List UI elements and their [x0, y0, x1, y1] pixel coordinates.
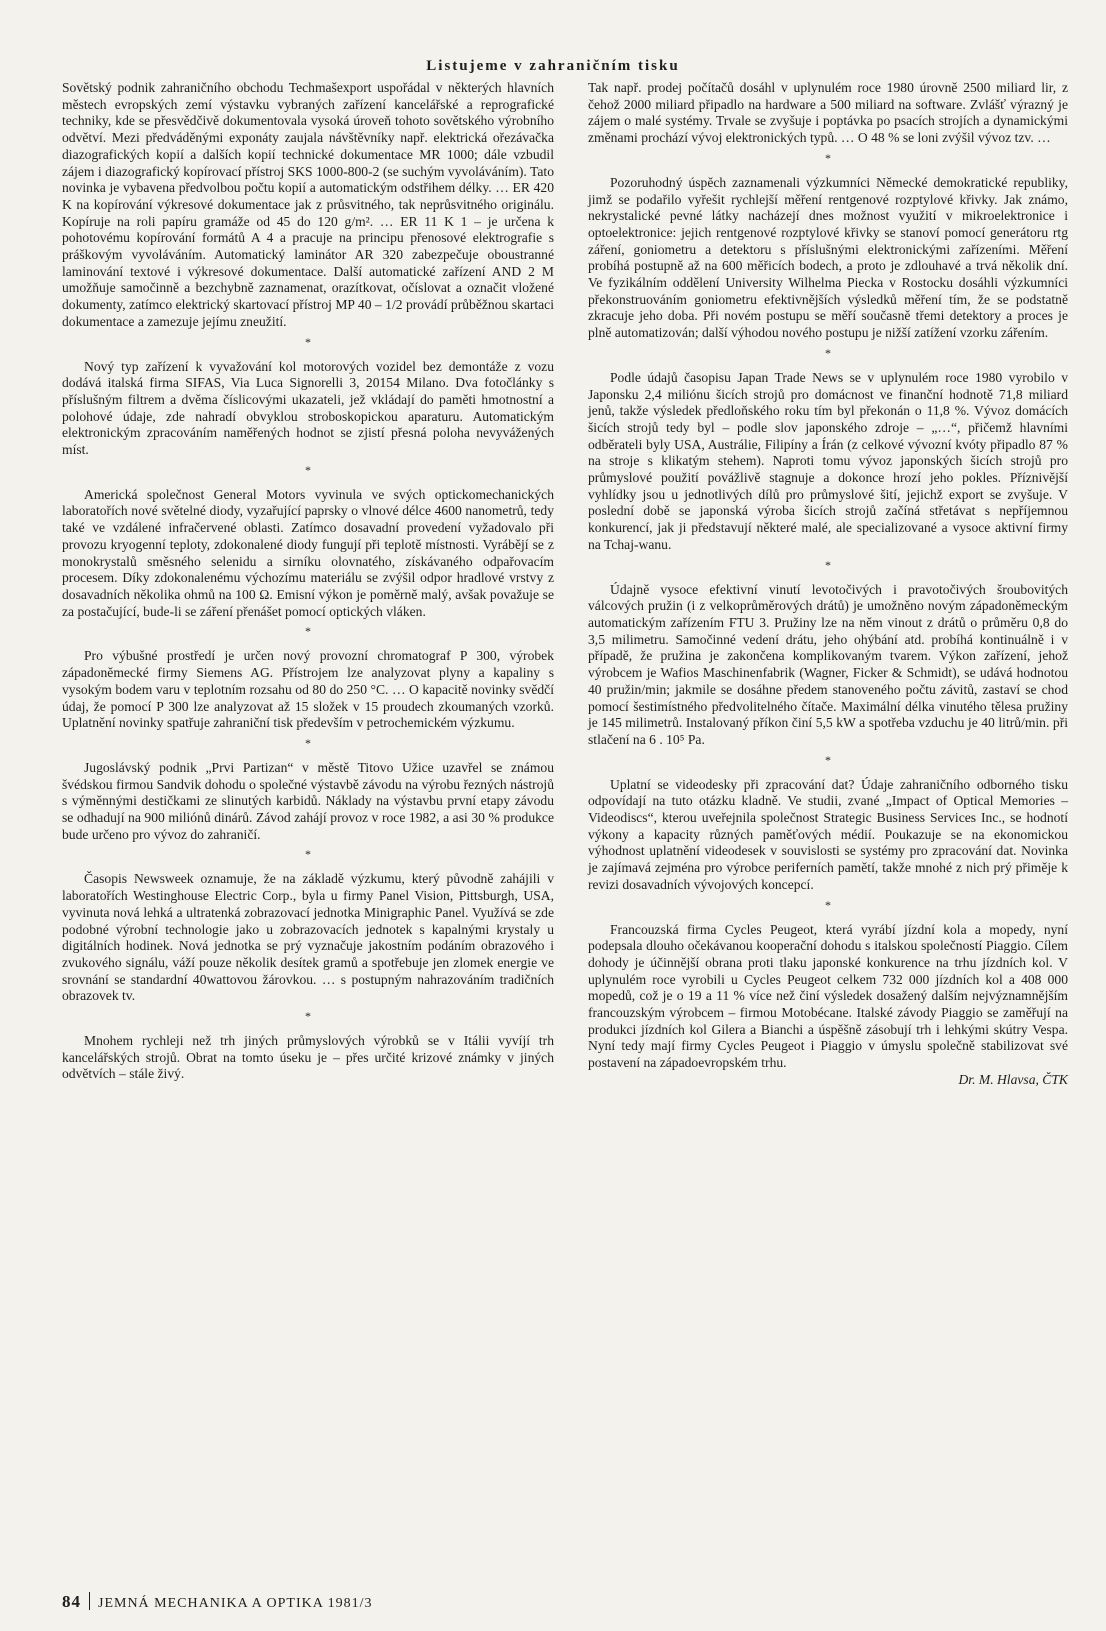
separator-star: * [305, 462, 311, 477]
article-paragraph: Mnohem rychleji než trh jiných průmyslových výrobků se v Itálii vyvíjí trh kancelářských strojů. Obrat na tomto úseku je – přes určité krizové známky v jiných odvětvích – stále živý. [62, 1033, 554, 1082]
page-number: 84 [62, 1592, 81, 1611]
separator-star: * [305, 1009, 311, 1024]
article-paragraph: Francouzská firma Cycles Peugeot, která vyrábí jízdní kola a mopedy, nyní podepsala dlouho očekávanou kooperační dohodu s italskou společností Piaggio. Cílem dohody je účinnější obrana proti tlaku japonské konkurence na trhu jízdních kol. V uplynulém roce vyrobili u Cycles Peugeot celkem 732 000 jízdních kol a 408 000 mopedů, což je o 19 a 11 % více než činí výsledek dosažený dalším nejvýznamnějším francouzským výrobcem – firmou Motobécane. Italské závody Piaggio se zaměřují na produkci jízdních kol Gilera a Bianchi a úspěšně zásobují trh i lehkými skútry Vespa. Nyní tedy mají firmy Cycles Peugeot i Piaggio v úmyslu společně stabilizovat své postavení na západoevropském trhu. [588, 921, 1068, 1071]
separator-star: * [825, 345, 831, 360]
separator-star: * [305, 735, 311, 750]
article-paragraph: Tak např. prodej počítačů dosáhl v uplynulém roce 1980 úrovně 2500 miliard lir, z čehož 2000 miliard připadlo na hardware a 500 miliard na software. Zvlášť výrazný je zájem o malé systémy. Trvale se zvyšuje i poptávka po psacích strojích a dynamickými změnami prochází vývoj elektronických typů. … O 48 % se loni zvýšil vývoz tzv. … [588, 80, 1068, 146]
article-paragraph: Podle údajů časopisu Japan Trade News se v uplynulém roce 1980 vyrobilo v Japonsku 2,4 miliónu šicích strojů pro domácnost ve finanční hodnotě 71,8 miliard jenů, takže výsledek předloňského roku tím byl překonán o 11,8 %. Vývoz domácích šicích strojů tedy byl – podle slov japonského zdroje – „…“, přičemž hlavními odběrateli byly USA, Austrálie, Filipíny a Írán (z celkové vývozní kvóty připadlo 87 % na stroje s klikatým stehem). Naproti tomu vývoz japonských šicích strojů pro průmyslové použití povážlivě stagnuje a dokonce hrozí jeho pokles. Příznivější vyhlídky jsou u jednotlivých dílů pro průmyslové šití, jejichž export se zvyšuje. V poslední době se japonská výroba šicích strojů začíná střetávat s nepříjemnou konkurencí, jak ji představují některé malé, ale specializované a vysoce aktivní firmy na Tchaj-wanu. [588, 369, 1068, 552]
article-paragraph: Časopis Newsweek oznamuje, že na základě výzkumu, který původně zahájili v laboratořích Westinghouse Electric Corp., byla u firmy Panel Vision, Pittsburgh, USA, vyvinuta nová lehká a ultratenká zobrazovací jednotka Minigraphic Panel. Využívá se zde podobné výrobní technologie jako u zobrazovacích jednotek s kapalnými krystaly u digitálních hodinek. Nová jednotka se prý vyznačuje jakostním podáním obrazového i zvukového signálu, váží pouze několik desítek gramů a spotřebuje jen zlomek energie ve srovnání se standardní 40wattovou žárovkou. … s postupným nahrazováním tradičních obrazovek tv. [62, 871, 554, 1004]
section-header: Listujeme v zahraničním tisku [426, 58, 680, 74]
separator-star: * [305, 847, 311, 862]
separator-star: * [825, 150, 831, 165]
article-paragraph: Uplatní se videodesky při zpracování dat? Údaje zahraničního odborného tisku odpovídají na tuto otázku kladně. Ve studii, zvané „Impact of Optical Memories – Videodiscs“, kterou uveřejnila společnost Strategic Business Services Inc., se hodnotí výkony a kapacity různých paměťových médií. Poukazuje se na ekonomickou výhodnost uplatnění videodesek v souvislosti se systémy pro zpracování dat. Novinka je zajímavá zejména pro výrobce periferních pamětí, takže mnohé z nich prý přiměje k revizi dosavadních vývojových koncepcí. [588, 776, 1068, 892]
article-paragraph: Pozoruhodný úspěch zaznamenali výzkumníci Německé demokratické republiky, jimž se podařilo vyřešit rychlejší měření rentgenové rozptylové křivky. Jak známo, nekrystalické pevné látky nacházejí dnes možnost využití v mikroelektronice i optoelektronice: jejich rentgenové rozptylové křivky se stanoví pomocí generátoru rtg záření, goniometru a detektoru s příslušnými elektronickými zařízeními. Měření probíhá postupně až na 600 měřicích bodech, a proto je zdlouhavé a trvá několik dní. Ve fyzikálním oddělení University Wilhelma Piecka v Rostocku dosáhli výzkumníci překonstruováním goniometru efektivnějších výsledků měření tím, že se podstatně zkracuje jeho doba. Při novém postupu se měří současně třemi detektory a proces je plně automatizován; další výhodou nového postupu je nižší zatížení vzorku zářením. [588, 174, 1068, 341]
article-paragraph: Americká společnost General Motors vyvinula ve svých optickomechanických laboratořích nové světelné diody, vyzařující paprsky o vlnové délce 4600 nanometrů, tedy také ve vzdálené infračervené oblasti. Zatímco dosavadní provedení vyžadovalo při provozu kryogenní teploty, zdokonalené diody fungují při teplotě místnosti. Vyrábějí se z monokrystalů směsného selenidu a sirníku olovnatého, získávaného odpařovacím procesem. Díky zdokonalenému výchozímu materiálu se zvýšil odpor hradlové vrstvy z dosavadních několika ohmů na 100 Ω. Emisní výkon je poměrně malý, avšak považuje se za postačující, bude-li se záření přenášet pomocí optických vláken. [62, 486, 554, 619]
left-column [62, 80, 554, 1083]
article-paragraph: Sovětský podnik zahraničního obchodu Techmašexport uspořádal v některých hlavních městech evropských zemí výstavku vybraných zařízení kancelářské a reprografické techniky, kde se přesvědčivě dokumentovala vysoká úroveň tohoto sovětského výrobního odvětví. Mezi předváděnými exponáty zaujala návštěvníky např. elektrická ořezávačka diazografických kopií a dalších kopií technické dokumentace MR 1000; dále vzbudil zájem i diazografický kopírovací přístroj SKS 1000-800-2 (se suchým vyvoláváním). Tato novinka je vybavena předvolbou počtu kopií a automatickým odstřihem délky. … ER 420 K na kopírování výkresové dokumentace jak z průsvitného, tak neprůsvitného originálu. Kopíruje na roli papíru gramáže od 45 do 120 g/m². … ER 11 K 1 – je určena k pohotovému kopírování formátů A 4 a pracuje na principu přenosové elektrografie s práškovým vyvoláváním. Automatický laminátor AR 320 zabezpečuje oboustranné laminování textové i výkresové dokumentace. Další automatické zařízení AND 2 M umožňuje samočinně a bezchybně zaznamenat, orazítkovat, očíslovat a označit vložené dokumenty, zatímco elektrický skartovací přístroj MP 40 – 1/2 provádí průběžnou skartaci dokumentace a zamezuje jejímu zneužití. [62, 80, 554, 329]
footer-divider [89, 1592, 90, 1610]
page-footer [62, 1592, 372, 1612]
article-paragraph: Údajně vysoce efektivní vinutí levotočivých i pravotočivých šroubovitých válcových pružin (i z velkoprůměrových drátů) je umožněno novým západoněmeckým automatickým zařízením FTU 3. Pružiny lze na něm vinout z drátů o průměru 0,8 do 3,5 milimetru. Samočinné vedení drátu, jeho ohýbání atd. probíhá kontinuálně i v případě, že pružina je zakončena komplikovaným tvarem. Výkon zařízení, jehož výrobcem je Wafios Maschinenfabrik (Wagner, Ficker & Schmidt), se udává hodnotou 40 pružin/min; jakmile se dosáhne předem stanoveného počtu závitů, zastaví se chod pomocí šestimístného předvolitelného čítače. Maximální délka vinutého tělesa pružiny je 145 milimetrů. Instalovaný příkon činí 5,5 kW a spotřeba vzduchu je 40 litrů/min. při stlačení na 6 . 10⁵ Pa. [588, 581, 1068, 747]
article-paragraph: Nový typ zařízení k vyvažování kol motorových vozidel bez demontáže z vozu dodává italská firma SIFAS, Via Luca Signorelli 3, 20154 Milano. Dva fotočlánky s příslušným filtrem a dvěma číslicovými ukazateli, jež vkládají do paměti hmotnostní a polohové údaje, zde nahradí obvyklou stroboskopickou aparaturu. Automatickým elektronickým zpracováním naměřených hodnot se zjistí přesná poloha nevyvážených míst. [62, 358, 554, 458]
article-paragraph: Jugoslávský podnik „Prvi Partizan“ v městě Titovo Užice uzavřel se známou švédskou firmou Sandvik dohodu o společné výstavbě závodu na výrobu řezných nástrojů s výměnnými destičkami ze slinutých karbidů. Náklady na výstavbu první etapy závodu se odhadují na 900 miliónů dinárů. Závod zahájí provoz v roce 1982, a asi 30 % produkce bude určeno pro vývoz do zahraničí. [62, 759, 554, 842]
right-column [588, 80, 1068, 1089]
article-paragraph: Pro výbušné prostředí je určen nový provozní chromatograf P 300, výrobek západoněmecké firmy Siemens AG. Přístrojem lze analyzovat plyny a kapaliny s vysokým bodem varu v teplotním rozsahu od 80 do 250 °C. … O kapacitě novinky svědčí údaj, že pomocí P 300 lze analyzovat až 15 složek v 15 proudech zkoumaných vzorků. Uplatnění novinky spatřuje zahraniční tisk především v petrochemickém výzkumu. [62, 648, 554, 731]
separator-star: * [825, 557, 831, 572]
separator-star: * [825, 752, 831, 767]
author-signature: Dr. M. Hlavsa, ČTK [958, 1071, 1068, 1087]
separator-star: * [305, 624, 311, 639]
separator-star: * [825, 897, 831, 912]
journal-title: JEMNÁ MECHANIKA A OPTIKA 1981/3 [98, 1596, 373, 1611]
separator-star: * [305, 334, 311, 349]
